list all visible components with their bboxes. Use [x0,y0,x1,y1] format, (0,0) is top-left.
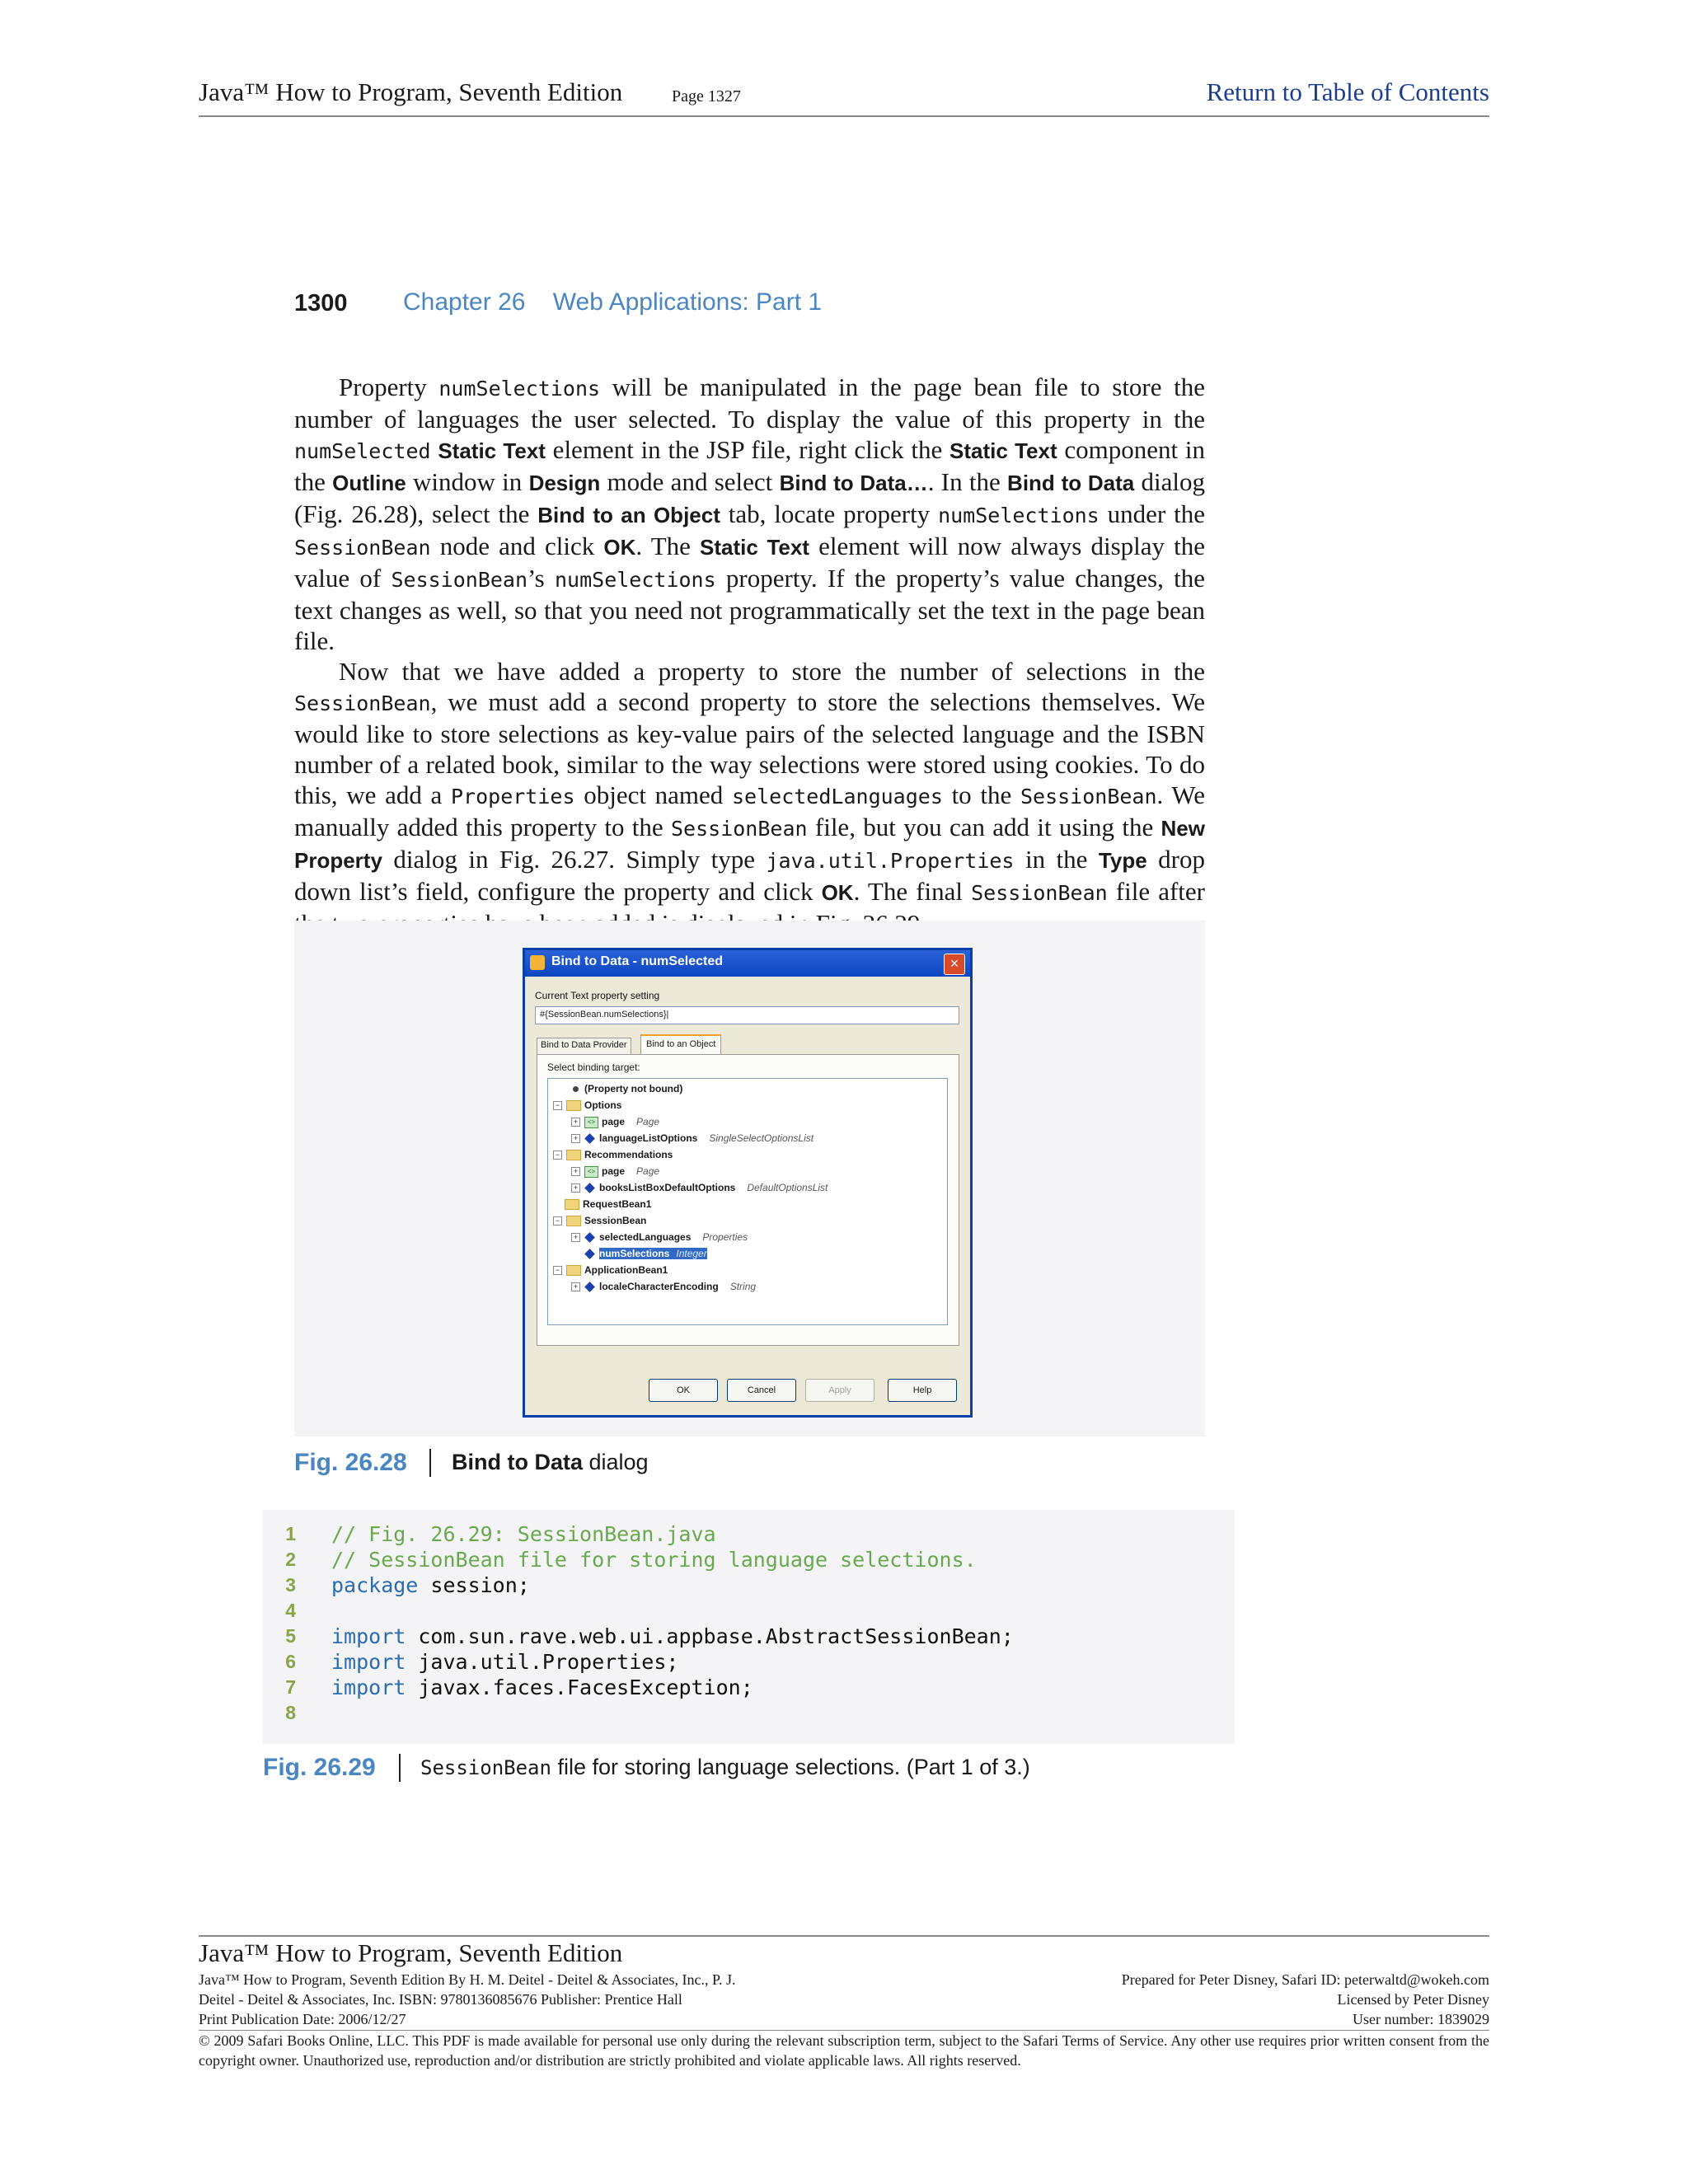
expand-icon[interactable]: + [571,1134,580,1143]
footer-license-line: Prepared for Peter Disney, Safari ID: peterwaltd@wokeh.com [1121,1971,1489,1988]
code-line: // Fig. 26.29: SessionBean.java [331,1522,716,1546]
tree-item-num-selections[interactable] [584,1245,707,1262]
tab-bind-to-an-object[interactable]: Bind to an Object [640,1034,721,1063]
tree-item-not-bound[interactable]: (Property not bound) [571,1080,682,1097]
collapse-icon[interactable]: − [553,1151,562,1160]
figure-caption: Bind to Data dialog [452,1450,649,1474]
folder-icon [566,1216,581,1226]
line-number: 1 [285,1523,296,1544]
expand-icon[interactable]: + [571,1118,580,1127]
apply-button[interactable]: Apply [805,1379,874,1402]
tree-item-page[interactable]: + <> page Page [571,1163,659,1179]
tree-item-selected-languages[interactable]: + selectedLanguages Properties [571,1229,748,1245]
close-icon[interactable]: × [944,954,965,975]
footer-title: Java™ How to Program, Seventh Edition [199,1938,623,1967]
help-button[interactable]: Help [888,1379,957,1402]
current-setting-field[interactable]: #{SessionBean.numSelections}| [535,1006,959,1024]
expand-icon[interactable]: + [571,1183,580,1193]
property-icon [584,1133,595,1144]
tab-panel [537,1054,959,1346]
line-number: 3 [285,1574,296,1596]
tree-item-request-bean[interactable]: RequestBean1 [565,1196,651,1212]
footer-credit-line: Deitel - Deitel & Associates, Inc. ISBN: 9780136085676 Publisher: Prentice Hall [199,1991,682,2008]
line-number: 6 [285,1651,296,1672]
line-number: 4 [285,1600,296,1621]
book-page-number: 1300 [294,290,348,316]
code-line: import com.sun.rave.web.ui.appbase.AbstractSessionBean; [331,1624,1014,1648]
property-icon [584,1232,595,1243]
header-rule [199,115,1489,117]
code-listing [263,1510,1235,1744]
expand-icon[interactable]: + [571,1233,580,1242]
property-icon [584,1249,595,1259]
footer-credit-line: Java™ How to Program, Seventh Edition By H. M. Deitel - Deitel & Associates, Inc., P. J. [199,1971,736,1988]
collapse-icon[interactable]: − [553,1266,562,1275]
folder-icon [566,1265,581,1276]
code-line: package session; [331,1573,530,1597]
app-icon [530,955,545,970]
collapse-icon[interactable]: − [553,1101,562,1110]
tree-item-language-list-options[interactable]: + languageListOptions SingleSelectOptionsList [571,1130,814,1146]
code-line: import javax.faces.FacesException; [331,1675,753,1699]
expand-icon[interactable]: + [571,1167,580,1176]
code-line: // SessionBean file for storing language selections. [331,1548,977,1572]
line-number: 5 [285,1625,296,1647]
selected-node[interactable]: numSelections Integer [599,1248,707,1259]
running-header-title: Java™ How to Program, Seventh Edition [199,77,623,106]
ok-button[interactable]: OK [649,1379,718,1402]
tab-bind-to-data-provider[interactable]: Bind to Data Provider [537,1038,631,1059]
tree-item-page[interactable]: + <> page Page [571,1113,659,1130]
dialog-title: Bind to Data - numSelected [551,954,724,968]
figure-caption: SessionBean file for storing language selections. (Part 1 of 3.) [420,1755,1030,1779]
folder-icon [566,1150,581,1160]
figure-number: Fig. 26.28 [294,1449,407,1476]
folder-icon [565,1199,579,1210]
paragraph-1: Property numSelections will be manipulated in the page bean file to store the number of languages the user selected. To display the value of this property in the numSelected Static Text element in the JSP file, right click the Static Text component in the Outline window in Design mode and select Bind to Data…. In the Bind to Data dialog (Fig. 26.28), select the Bind to an Object tab, locate property numSelections under the SessionBean node and click OK. The Static Text element will now always display the value of SessionBean’s numSelections property. If the property’s value changes, the text changes as well, so that you need not programmatically set the text in the page bean file. [294,373,1206,655]
tree-item-recommendations[interactable]: − Recommendations [553,1146,673,1163]
footer-license-line: User number: 1839029 [1353,2011,1489,2027]
tree-item-books-list-box-default-options[interactable]: + booksListBoxDefaultOptions DefaultOptionsList [571,1179,828,1196]
bullet-icon [573,1086,579,1092]
cancel-button[interactable]: Cancel [727,1379,796,1402]
caption-separator [399,1754,401,1782]
current-setting-label: Current Text property setting [535,990,660,1001]
tree-item-application-bean[interactable]: − ApplicationBean1 [553,1262,668,1278]
binding-target-label: Select binding target: [547,1062,640,1073]
expand-icon[interactable]: + [571,1282,580,1291]
copyright-notice: © 2009 Safari Books Online, LLC. This PDF is made available for personal use only during the relevant subscription term, subject to the Safari Terms of Service. Any other use requires prior written consent from the copyright owner. Unauthorized use, reproduction and/or distribution are strictly prohibited and violate applicable laws. All rights reserved. [199,2032,1489,2069]
figure-number: Fig. 26.29 [263,1754,376,1781]
dialog-title-bar[interactable] [525,950,970,977]
binding-target-tree[interactable] [547,1078,948,1325]
footer-credit-line: Print Publication Date: 2006/12/27 [199,2011,406,2027]
property-icon [584,1282,595,1292]
running-header-page: Page 1327 [672,87,741,105]
footer-license-line: Licensed by Peter Disney [1337,1991,1489,2008]
toc-link[interactable]: Return to Table of Contents [1206,77,1489,106]
bind-to-data-dialog [523,948,973,1418]
paragraph-2: Now that we have added a property to store the number of selections in the SessionBean, we must add a second property to store the selections themselves. We would like to store selections as key-value pairs of the selected language and the ISBN number of a related book, similar to the way selections were stored using cookies. To do this, we add a Properties object named selectedLanguages to the SessionBean. We manually added this property to the SessionBean file, but you can add it using the New Property dialog in Fig. 26.27. Simply type java.util.Properties in the Type drop down list’s field, configure the property and click OK. The final SessionBean file after [294,657,1205,906]
caption-separator [429,1449,431,1477]
tree-item-options[interactable]: − Options [553,1097,621,1113]
tree-item-locale-character-encoding[interactable]: + localeCharacterEncoding String [571,1278,756,1295]
chapter-title: Chapter 26 Web Applications: Part 1 [403,288,823,316]
page-icon: <> [584,1166,598,1178]
folder-icon [566,1100,581,1111]
footer-rule [199,1935,1489,1937]
body-text [294,372,1205,939]
page-icon: <> [584,1117,598,1128]
line-number: 7 [285,1676,296,1698]
line-number: 2 [285,1549,296,1570]
property-icon [584,1183,595,1193]
code-line: import java.util.Properties; [331,1650,679,1674]
line-number: 8 [285,1702,296,1723]
collapse-icon[interactable]: − [553,1216,562,1226]
tree-item-session-bean[interactable]: − SessionBean [553,1212,646,1229]
